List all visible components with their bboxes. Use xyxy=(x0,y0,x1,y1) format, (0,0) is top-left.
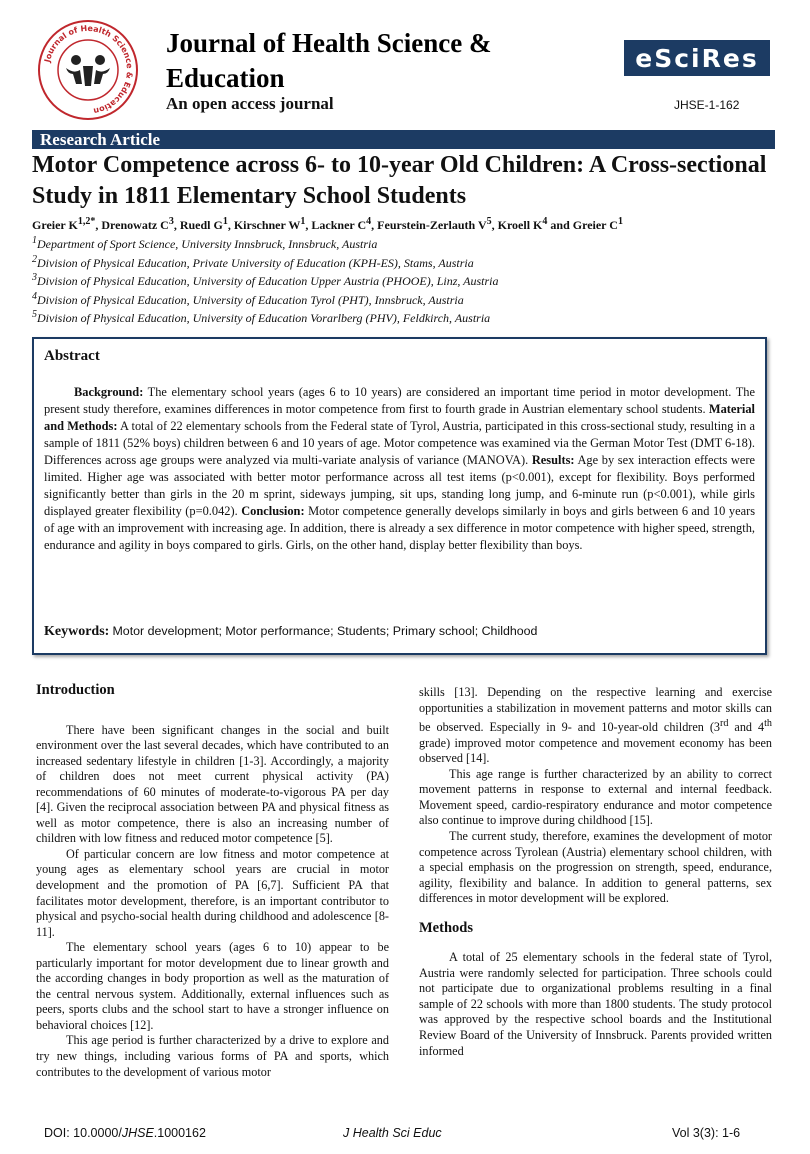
results-label: Results: xyxy=(531,453,575,467)
affiliation-text: Department of Sport Science, University Innsbruck, Innsbruck, Austria xyxy=(37,237,378,251)
text-run: grade) improved motor competence and movement economy has been observed [14]. xyxy=(419,735,772,766)
affiliation-text: Division of Physical Education, University of Education Tyrol (PHT), Innsbruck, Austria xyxy=(37,293,464,307)
affiliation-text: Division of Physical Education, Private University of Education (KPH-ES), Stams, Austria xyxy=(37,256,474,270)
body-paragraph: The current study, therefore, examines the development of motor competence across Tyrolean (Austria) elementary school children, with a special emphasis on the progression on strength, speed, endurance, agility, flexibility and balance. In addition to general patterns, sex differences in motor development will be explored. xyxy=(419,828,772,906)
superscript: rd xyxy=(719,718,729,730)
publisher-brand: eSciRes xyxy=(624,40,770,76)
author: Greier K xyxy=(32,218,78,232)
journal-subtitle: An open access journal xyxy=(166,94,334,113)
text-run: and 4 xyxy=(728,720,765,735)
author: Drenowatz C xyxy=(101,218,169,232)
article-code: JHSE-1-162 xyxy=(674,98,740,112)
journal-title-line1: Journal of Health Science & xyxy=(166,28,492,58)
journal-title xyxy=(166,26,491,96)
author: Greier C xyxy=(572,218,618,232)
affiliation-num: 1 xyxy=(32,235,37,246)
affiliation xyxy=(32,309,490,326)
conclusion-label: Conclusion: xyxy=(241,504,305,518)
doi-prefix: DOI: 10.0000/ xyxy=(44,1126,122,1140)
methods-heading: Methods xyxy=(419,919,473,936)
affiliation xyxy=(32,291,464,308)
author-sup: 1 xyxy=(617,216,623,227)
author: Feurstein-Zerlauth V xyxy=(377,218,487,232)
text-run: skills [13]. Depending on the respective learning and exercise opportunities a stabilization in movement patterns and motor skills can be observed. Especially in 9- and 10-year-old children (3 xyxy=(419,685,772,735)
footer-journal: J Health Sci Educ xyxy=(343,1126,442,1140)
doi-suffix: .1000162 xyxy=(153,1126,206,1140)
results-text: Age by sex interaction effects were limited. Higher age was associated with better motor performance across all test items (p<0.001), except for flexibility. Boys performed significantly better than girls in the 20 m sprint, sideways jumping, sit ups, standing long jump, and 6-minute run (p<0.001), while girls displayed greater flexibility (p=0.042). xyxy=(44,453,755,518)
affiliation-text: Division of Physical Education, University of Education Vorarlberg (PHV), Feldkirch, Austria xyxy=(37,311,491,325)
affiliation xyxy=(32,254,474,271)
superscript: th xyxy=(764,718,772,730)
body-paragraph: A total of 25 elementary schools in the federal state of Tyrol, Austria were randomly selected for participation. Three schools could not participate due to organizational problems resulting in a final sample of 22 schools with more than 1800 students. The study protocol was approved by the respective school boards and the Institutional Review Board of the University of Innsbruck. Parents provided written informed xyxy=(419,950,772,1058)
author-connector: and xyxy=(550,218,570,232)
logo-people-icon xyxy=(66,55,110,86)
affiliation-num: 4 xyxy=(32,291,37,302)
author-list: Greier $K^{1,2*}$, Drenowatz $C^3$, Ruedl $G^1$, Kirschner $W^1$, Lackner $C^4$, Feurstein-Zerlauth $V^5$, Kroell $K^4$ and Greier $C^1$ xyxy=(32,216,623,232)
doi-journal: JHSE xyxy=(121,1126,154,1140)
affiliation-text: Division of Physical Education, University of Education Upper Austria (PHOOE), Linz, Austria xyxy=(37,274,499,288)
intro-paragraph: There have been significant changes in the social and built environment over the last several decades, which have contributed to an increased sedentary lifestyle in children [1-3]. Accordingly, a majority of children does not meet current physical activity (PA) recommendations of 60 minutes of moderate-to-vigorous PA per day [4]. Given the reciprocal association between PA and physical fitness as well as motor competence, there is also an increasing number of children with low fitness and reduced motor competence [5]. xyxy=(36,722,389,846)
author-sup: 5 xyxy=(486,216,492,227)
background-text: The elementary school years (ages 6 to 10 years) are considered an important time period in motor development. The present study therefore, examines differences in motor competence from first to fourth grade in Austrian elementary school students. xyxy=(44,385,755,416)
keywords xyxy=(44,624,537,640)
author-sup: 1,2* xyxy=(77,216,96,227)
right-column xyxy=(419,685,772,1059)
abstract-heading: Abstract xyxy=(44,348,100,364)
article-type-bar: Research Article xyxy=(32,130,775,149)
author: Ruedl G xyxy=(179,218,223,232)
methods-label: Material and Methods: xyxy=(44,402,755,433)
author-sup: 4 xyxy=(542,216,548,227)
author: Kroell K xyxy=(497,218,543,232)
introduction-heading: Introduction xyxy=(36,682,115,698)
journal-title-line2: Education xyxy=(166,63,285,93)
footer-volume: Vol 3(3): 1-6 xyxy=(672,1126,741,1140)
abstract-text xyxy=(44,384,755,554)
body-paragraph: This age range is further characterized by an ability to correct movement patterns in response to external and internal feedback. Movement speed, cardio-respiratory endurance and motor competence also continue to improve during childhood [15]. xyxy=(419,766,772,828)
affiliation xyxy=(32,272,499,289)
affiliation xyxy=(32,235,377,252)
journal-logo xyxy=(36,18,140,122)
affiliation-num: 3 xyxy=(32,272,37,283)
author-sup: 3 xyxy=(168,216,174,227)
author-sup: 4 xyxy=(366,216,372,227)
background-label: Background: xyxy=(74,385,144,399)
paper-title: Motor Competence across 6- to 10-year Old Children: A Cross-sectional Study in 1811 Elementary School Students xyxy=(32,152,767,209)
author: Kirschner W xyxy=(233,218,301,232)
conclusion-text: Motor competence generally develops similarly in boys and girls between 6 and 10 years of age with an improvement with increasing age. In addition, there is already a sex difference in motor competence with higher speed, strength, endurance and agility in boys compared to girls. Girls, on the other hand, display better flexibility than boys. xyxy=(44,504,756,552)
methods-text: A total of 22 elementary schools from the Federal state of Tyrol, Austria, participated in this cross-sectional study, resulting in a sample of 1811 (52% boys) children between 6 and 10 years of age. Motor competence was examined via the German Motor Test (DMT 6-18). Differences across age groups were analyzed via multi-variate analysis of variance (MANOVA). xyxy=(44,419,755,467)
author-sup: 1 xyxy=(300,216,306,227)
affiliation-num: 5 xyxy=(32,309,37,320)
author: Lackner C xyxy=(311,218,367,232)
affiliation-num: 2 xyxy=(32,254,37,265)
intro-paragraph: The elementary school years (ages 6 to 10) appear to be particularly important for motor development due to linear growth and the according changes in body proportion as well as the maturation of the central nervous system. Additionally, external influences such as peers, sports clubs and the school start to have a stronger influence on behavioral choices [12]. xyxy=(36,940,389,1032)
left-column xyxy=(36,683,389,1080)
intro-paragraph: This age period is further characterized by a drive to explore and try new things, including various forms of PA and sports, which contributes to the development of various motor xyxy=(36,1033,389,1079)
author-sup: 1 xyxy=(222,216,228,227)
footer-doi xyxy=(44,1126,206,1140)
keywords-text: Motor development; Motor performance; Students; Primary school; Childhood xyxy=(112,624,538,638)
body-paragraph xyxy=(419,685,772,767)
intro-paragraph: Of particular concern are low fitness and motor competence at young ages as elementary school years are crucial in motor development and the promotion of PA [6,7]. Sufficient PA that facilitates motor development, therefore, is an important contributor to physical and psycho-social health during childhood and adolescence [8-11]. xyxy=(36,846,389,939)
logo-text: Journal of Health Science & Education xyxy=(42,23,135,116)
keywords-label: Keywords: xyxy=(44,624,110,639)
